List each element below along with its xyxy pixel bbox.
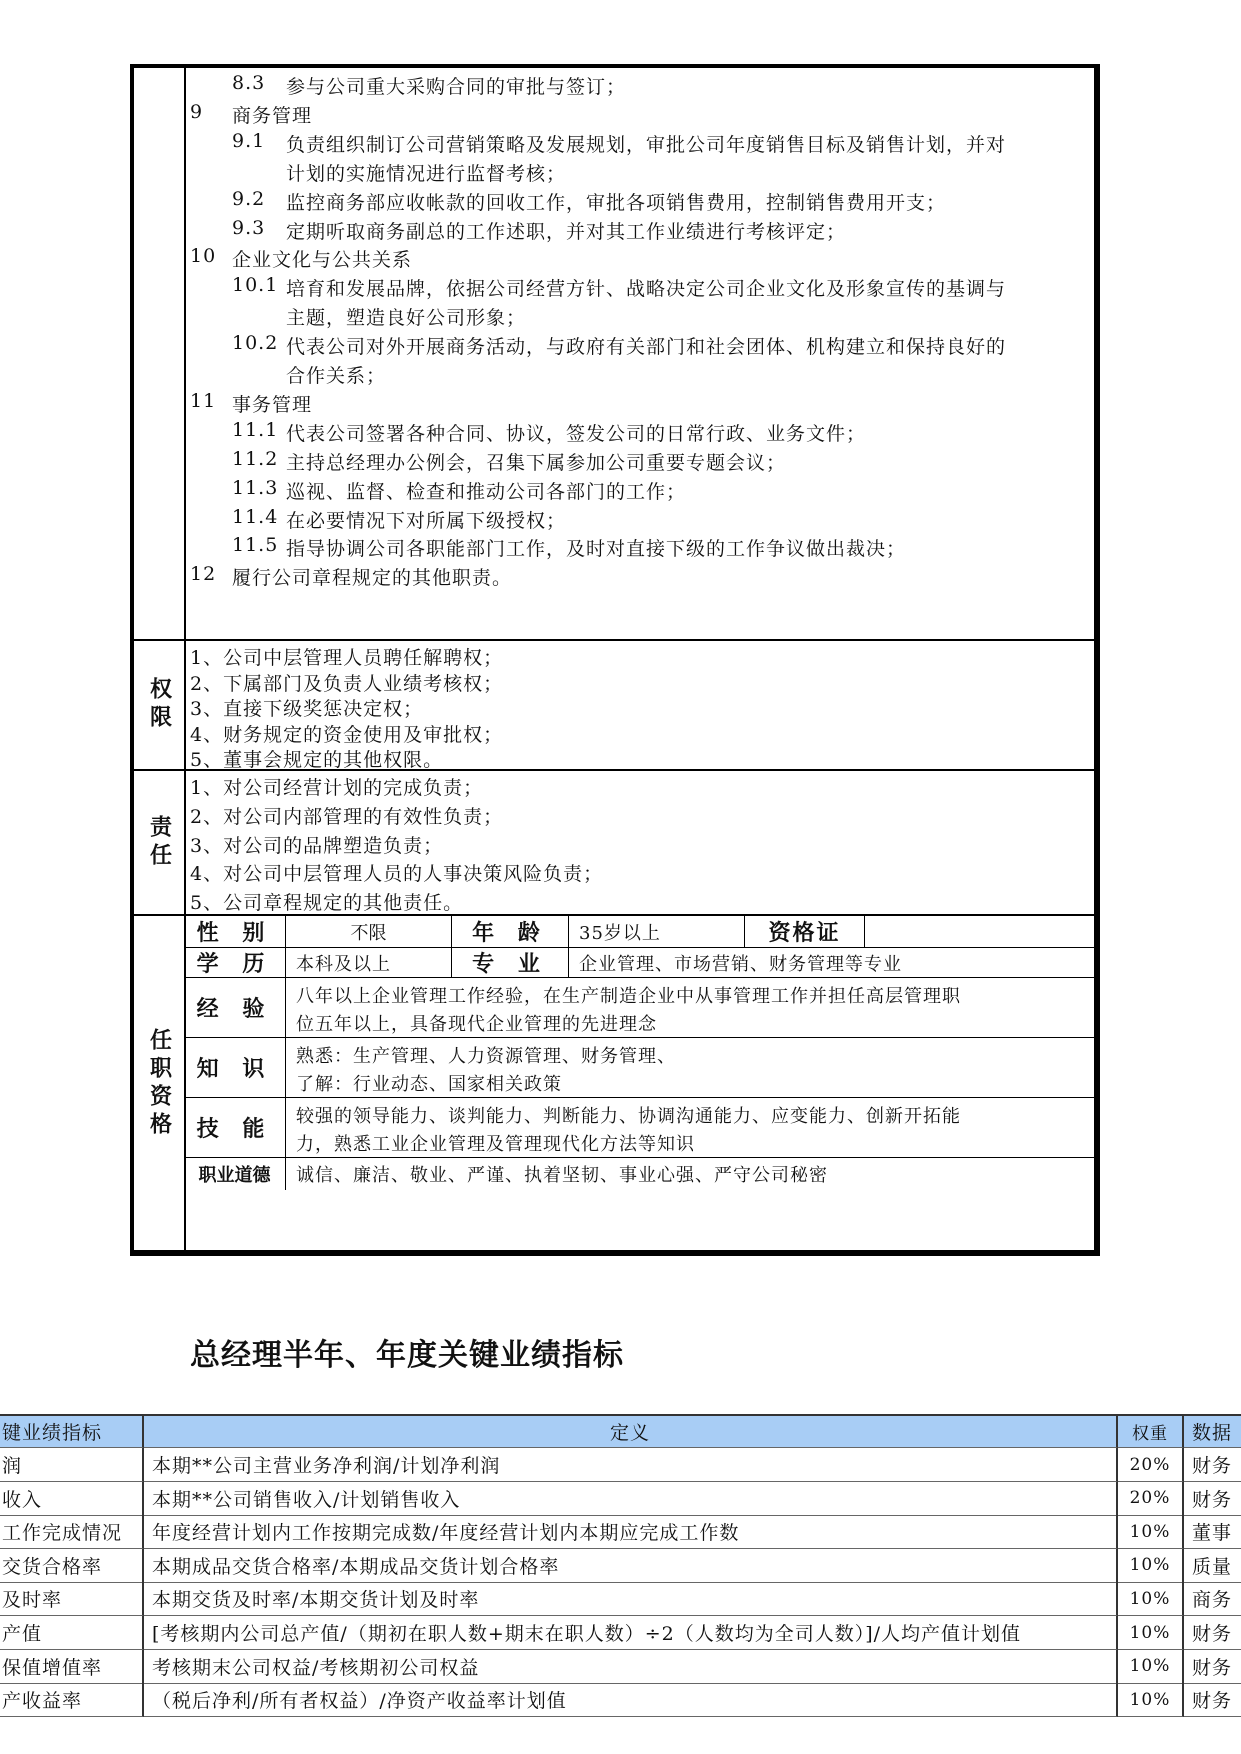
duty-number: 9.2 bbox=[232, 187, 266, 210]
kpi-data-source: 财务 bbox=[1184, 1616, 1241, 1650]
kpi-definition: 本期**公司销售收入/计划销售收入 bbox=[144, 1482, 1118, 1516]
skills-line: 较强的领导能力、谈判能力、判断能力、协调沟通能力、应变能力、创新开拓能 bbox=[296, 1106, 961, 1127]
kpi-indicator: 产收益率 bbox=[0, 1683, 144, 1717]
kpi-indicator: 保值增值率 bbox=[0, 1650, 144, 1684]
kpi-indicator: 润 bbox=[0, 1448, 144, 1482]
kpi-indicator: 交货合格率 bbox=[0, 1549, 144, 1583]
knowledge-line: 了解：行业动态、国家相关政策 bbox=[296, 1074, 562, 1095]
kpi-row bbox=[0, 1582, 1241, 1616]
kpi-weight: 20% bbox=[1118, 1448, 1184, 1482]
duty-number: 10.2 bbox=[232, 332, 279, 355]
duty-number: 11.1 bbox=[232, 418, 279, 441]
major-value: 企业管理、市场营销、财务管理等专业 bbox=[569, 948, 1094, 978]
kpi-row bbox=[0, 1683, 1241, 1717]
authority-item: 2、下属部门及负责人业绩考核权； bbox=[190, 672, 504, 695]
kpi-data-source: 财务 bbox=[1184, 1683, 1241, 1717]
kpi-header-definition: 定义 bbox=[144, 1414, 1118, 1448]
major-label: 专 业 bbox=[452, 948, 569, 978]
duty-number: 11.3 bbox=[232, 476, 279, 499]
duty-number: 10.1 bbox=[232, 274, 279, 297]
kpi-definition: 本期交货及时率/本期交货计划及时率 bbox=[144, 1582, 1118, 1616]
kpi-definition: 年度经营计划内工作按期完成数/年度经营计划内本期应完成工作数 bbox=[144, 1515, 1118, 1549]
duty-text: 事务管理 bbox=[232, 393, 313, 416]
duty-text: 负责组织制订公司营销策略及发展规划，审批公司年度销售目标及销售计划，并对 bbox=[286, 133, 1007, 156]
kpi-definition: 本期成品交货合格率/本期成品交货计划合格率 bbox=[144, 1549, 1118, 1583]
authority-row bbox=[134, 641, 1094, 771]
experience-line: 位五年以上，具备现代企业管理的先进理念 bbox=[296, 1014, 657, 1035]
responsibility-item: 2、对公司内部管理的有效性负责； bbox=[190, 805, 504, 828]
duty-text: 指导协调公司各职能部门工作，及时对直接下级的工作争议做出裁决； bbox=[286, 538, 907, 561]
authority-item: 3、直接下级奖惩决定权； bbox=[190, 698, 424, 720]
ethics-label: 职业道德 bbox=[184, 1158, 286, 1190]
kpi-row bbox=[0, 1482, 1241, 1516]
duty-text: 定期听取商务副总的工作述职，并对其工作业绩进行考核评定； bbox=[286, 220, 847, 243]
duties-row bbox=[134, 68, 1094, 641]
duty-text: 主持总经理办公例会，召集下属参加公司重要专题会议； bbox=[286, 451, 787, 474]
duty-number: 11.4 bbox=[232, 505, 279, 528]
duty-text: 企业文化与公共关系 bbox=[232, 249, 413, 272]
responsibility-item: 5、公司章程规定的其他责任。 bbox=[190, 892, 464, 915]
kpi-row bbox=[0, 1616, 1241, 1650]
kpi-indicator: 及时率 bbox=[0, 1582, 144, 1616]
certificate-value bbox=[865, 916, 1094, 948]
qualification-label: 任职资格 bbox=[146, 1028, 172, 1140]
age-value: 35岁以上 bbox=[569, 916, 745, 948]
kpi-definition: （税后净利/所有者权益）/净资产收益率计划值 bbox=[144, 1683, 1118, 1717]
duty-number: 9.1 bbox=[232, 129, 266, 152]
knowledge-label: 知 识 bbox=[184, 1038, 286, 1098]
duty-number: 9.3 bbox=[232, 216, 266, 239]
experience-value bbox=[286, 978, 1094, 1038]
kpi-header-indicator: 键业绩指标 bbox=[0, 1414, 144, 1448]
job-description-table bbox=[130, 64, 1100, 1256]
kpi-weight: 10% bbox=[1118, 1582, 1184, 1616]
duty-text: 商务管理 bbox=[232, 104, 313, 127]
qualification-grid bbox=[184, 916, 1094, 1252]
kpi-indicator: 工作完成情况 bbox=[0, 1515, 144, 1549]
kpi-section-title: 总经理半年、年度关键业绩指标 bbox=[190, 1338, 624, 1373]
kpi-data-source: 财务 bbox=[1184, 1650, 1241, 1684]
duty-text: 巡视、监督、检查和推动公司各部门的工作； bbox=[286, 480, 687, 503]
duty-text: 参与公司重大采购合同的审批与签订； bbox=[286, 76, 627, 98]
qualification-row bbox=[134, 916, 1094, 1252]
duty-number: 11.2 bbox=[232, 447, 279, 470]
duty-text: 监控商务部应收帐款的回收工作，审批各项销售费用，控制销售费用开支； bbox=[286, 191, 947, 214]
authority-item: 1、公司中层管理人员聘任解聘权； bbox=[190, 647, 504, 669]
duty-text: 合作关系； bbox=[286, 365, 387, 387]
duty-number: 8.3 bbox=[232, 72, 266, 94]
responsibility-label-cell bbox=[134, 771, 186, 914]
authority-item: 5、董事会规定的其他权限。 bbox=[190, 749, 444, 771]
ethics-value: 诚信、廉洁、敬业、严谨、执着坚韧、事业心强、严守公司秘密 bbox=[296, 1165, 828, 1186]
kpi-weight: 20% bbox=[1118, 1482, 1184, 1516]
responsibility-label: 责任 bbox=[146, 814, 172, 871]
skills-value bbox=[286, 1098, 1094, 1158]
experience-line: 八年以上企业管理工作经验，在生产制造企业中从事管理工作并担任高层管理职 bbox=[296, 986, 961, 1007]
responsibility-item: 1、对公司经营计划的完成负责； bbox=[190, 777, 484, 799]
kpi-definition: [考核期内公司总产值/（期初在职人数+期末在职人数）÷2（人数均为全司人数）]/人均产值计划值 bbox=[144, 1616, 1118, 1650]
kpi-data-source: 财务 bbox=[1184, 1482, 1241, 1516]
kpi-weight: 10% bbox=[1118, 1650, 1184, 1684]
duty-number: 11.5 bbox=[232, 534, 279, 557]
responsibility-item: 3、对公司的品牌塑造负责； bbox=[190, 834, 444, 857]
authority-item: 4、财务规定的资金使用及审批权； bbox=[190, 723, 504, 746]
kpi-header-row bbox=[0, 1414, 1241, 1448]
duty-text: 在必要情况下对所属下级授权； bbox=[286, 509, 567, 532]
kpi-row bbox=[0, 1515, 1241, 1549]
knowledge-value bbox=[286, 1038, 1094, 1098]
authority-label: 权限 bbox=[146, 677, 172, 733]
kpi-weight: 10% bbox=[1118, 1616, 1184, 1650]
skills-line: 力，熟悉工业企业管理及管理现代化方法等知识 bbox=[296, 1134, 695, 1155]
certificate-label: 资格证 bbox=[745, 916, 865, 948]
kpi-indicator: 收入 bbox=[0, 1482, 144, 1516]
kpi-data-source: 商务 bbox=[1184, 1582, 1241, 1616]
responsibility-item: 4、对公司中层管理人员的人事决策风险负责； bbox=[190, 863, 604, 886]
kpi-row bbox=[0, 1549, 1241, 1583]
kpi-data-source: 财务 bbox=[1184, 1448, 1241, 1482]
kpi-data-source: 董事 bbox=[1184, 1515, 1241, 1549]
kpi-header-data-source: 数据 bbox=[1184, 1414, 1241, 1448]
qualification-label-cell bbox=[134, 916, 186, 1252]
education-value: 本科及以上 bbox=[286, 948, 452, 978]
kpi-definition: 本期**公司主营业务净利润/计划净利润 bbox=[144, 1448, 1118, 1482]
gender-value: 不限 bbox=[286, 916, 452, 948]
knowledge-line: 熟悉：生产管理、人力资源管理、财务管理、 bbox=[296, 1046, 676, 1067]
kpi-data-source: 质量 bbox=[1184, 1549, 1241, 1583]
kpi-weight: 10% bbox=[1118, 1515, 1184, 1549]
duty-text: 计划的实施情况进行监督考核； bbox=[286, 162, 567, 185]
kpi-definition: 考核期末公司权益/考核期初公司权益 bbox=[144, 1650, 1118, 1684]
kpi-weight: 10% bbox=[1118, 1549, 1184, 1583]
kpi-row bbox=[0, 1650, 1241, 1684]
duty-number: 9 bbox=[190, 100, 204, 123]
duties-label-cell bbox=[134, 68, 186, 639]
kpi-weight: 10% bbox=[1118, 1683, 1184, 1717]
duty-text: 培育和发展品牌，依据公司经营方针、战略决定公司企业文化及形象宣传的基调与 bbox=[286, 278, 1007, 301]
duty-text: 履行公司章程规定的其他职责。 bbox=[232, 567, 513, 590]
education-label: 学 历 bbox=[184, 948, 286, 978]
duty-number: 11 bbox=[190, 389, 217, 412]
duty-number: 12 bbox=[190, 563, 217, 586]
experience-label: 经 验 bbox=[184, 978, 286, 1038]
duty-text: 代表公司对外开展商务活动，与政府有关部门和社会团体、机构建立和保持良好的 bbox=[286, 336, 1007, 359]
authority-label-cell bbox=[134, 641, 186, 769]
duty-text: 主题，塑造良好公司形象； bbox=[286, 307, 527, 330]
kpi-row bbox=[0, 1448, 1241, 1482]
kpi-indicator: 产值 bbox=[0, 1616, 144, 1650]
age-label: 年 龄 bbox=[452, 916, 569, 948]
duty-text: 代表公司签署各种合同、协议，签发公司的日常行政、业务文件； bbox=[286, 422, 867, 445]
kpi-header-weight: 权重 bbox=[1118, 1414, 1184, 1448]
duty-number: 10 bbox=[190, 245, 217, 268]
responsibility-row bbox=[134, 771, 1094, 916]
skills-label: 技 能 bbox=[184, 1098, 286, 1158]
gender-label: 性 别 bbox=[184, 916, 286, 948]
